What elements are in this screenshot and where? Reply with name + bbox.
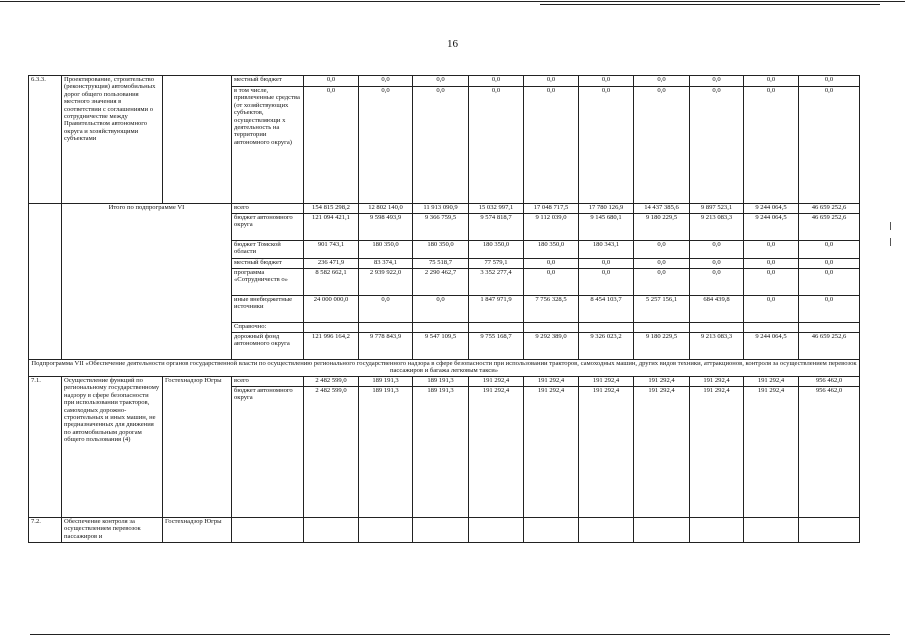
value-cell: 154 815 298,2 bbox=[304, 204, 359, 214]
scan-side-mark bbox=[890, 222, 891, 230]
value-cell: 9 326 023,2 bbox=[579, 333, 634, 360]
value-cell: 180 350,0 bbox=[359, 241, 413, 259]
value-cell: 191 292,4 bbox=[634, 387, 690, 518]
value-cell: 14 437 385,6 bbox=[634, 204, 690, 214]
value-cell bbox=[304, 518, 359, 543]
value-cell: 191 292,4 bbox=[524, 387, 579, 518]
value-cell: 0,0 bbox=[799, 87, 860, 204]
value-cell: 189 191,3 bbox=[413, 377, 469, 387]
value-cell bbox=[469, 518, 524, 543]
measure-name: Проектирование, строительство (реконструкция) автомобильных дорог общего пользования местного значения в соответствии с соглашениями о сотрудничестве между Правительством автономного округа и хозяйствующими субъектами bbox=[62, 76, 163, 204]
value-cell: 0,0 bbox=[799, 259, 860, 269]
executor: Гостехнадзор Югры bbox=[163, 518, 232, 543]
value-cell: 0,0 bbox=[634, 241, 690, 259]
value-cell: 0,0 bbox=[690, 269, 744, 296]
value-cell: 956 462,0 bbox=[799, 387, 860, 518]
value-cell bbox=[690, 518, 744, 543]
value-cell: 9 213 083,3 bbox=[690, 214, 744, 241]
table-row bbox=[29, 204, 860, 214]
value-cell: 191 292,4 bbox=[744, 377, 799, 387]
value-cell: 180 350,0 bbox=[413, 241, 469, 259]
value-cell: 189 191,3 bbox=[359, 377, 413, 387]
value-cell: 121 094 421,1 bbox=[304, 214, 359, 241]
value-cell: 46 659 252,6 bbox=[799, 204, 860, 214]
value-cell: 0,0 bbox=[359, 296, 413, 323]
value-cell: 189 191,3 bbox=[413, 387, 469, 518]
executor bbox=[163, 76, 232, 204]
funding-source bbox=[232, 518, 304, 543]
value-cell bbox=[579, 518, 634, 543]
value-cell: 0,0 bbox=[304, 87, 359, 204]
value-cell: 0,0 bbox=[799, 76, 860, 87]
total-label: Итого по подпрограмме VI bbox=[62, 204, 232, 360]
budget-table bbox=[28, 75, 860, 543]
value-cell: 2 290 462,7 bbox=[413, 269, 469, 296]
funding-source: местный бюджет bbox=[232, 76, 304, 87]
value-cell: 46 659 252,6 bbox=[799, 214, 860, 241]
value-cell: 0,0 bbox=[634, 269, 690, 296]
table-row bbox=[29, 518, 860, 543]
value-cell: 0,0 bbox=[579, 259, 634, 269]
value-cell: 15 032 997,1 bbox=[469, 204, 524, 214]
value-cell bbox=[799, 323, 860, 333]
value-cell: 0,0 bbox=[634, 259, 690, 269]
value-cell: 191 292,4 bbox=[690, 377, 744, 387]
value-cell: 17 780 126,9 bbox=[579, 204, 634, 214]
row-number: 7.1. bbox=[29, 377, 62, 518]
value-cell bbox=[524, 323, 579, 333]
table-row bbox=[29, 377, 860, 387]
funding-source: в том числе, привлеченные средства (от хозяйствующих субъектов, осуществляющи х деятельность на территории автономного округа) bbox=[232, 87, 304, 204]
value-cell bbox=[413, 518, 469, 543]
value-cell: 191 292,4 bbox=[634, 377, 690, 387]
scan-side-mark bbox=[890, 238, 891, 246]
value-cell: 0,0 bbox=[744, 269, 799, 296]
value-cell: 83 374,1 bbox=[359, 259, 413, 269]
value-cell: 8 454 103,7 bbox=[579, 296, 634, 323]
funding-source: всего bbox=[232, 377, 304, 387]
value-cell: 0,0 bbox=[524, 76, 579, 87]
value-cell: 0,0 bbox=[359, 87, 413, 204]
value-cell bbox=[634, 518, 690, 543]
value-cell bbox=[634, 323, 690, 333]
value-cell: 191 292,4 bbox=[690, 387, 744, 518]
value-cell: 0,0 bbox=[524, 269, 579, 296]
value-cell: 9 112 039,0 bbox=[524, 214, 579, 241]
value-cell bbox=[744, 323, 799, 333]
value-cell: 189 191,3 bbox=[359, 387, 413, 518]
value-cell: 7 756 328,5 bbox=[524, 296, 579, 323]
page-number: 16 bbox=[447, 38, 458, 50]
value-cell: 0,0 bbox=[579, 76, 634, 87]
value-cell: 191 292,4 bbox=[579, 377, 634, 387]
value-cell: 0,0 bbox=[744, 296, 799, 323]
value-cell: 0,0 bbox=[524, 259, 579, 269]
value-cell: 1 847 971,9 bbox=[469, 296, 524, 323]
value-cell: 46 659 252,6 bbox=[799, 333, 860, 360]
value-cell: 0,0 bbox=[690, 241, 744, 259]
value-cell: 9 180 229,5 bbox=[634, 333, 690, 360]
value-cell: 9 366 759,5 bbox=[413, 214, 469, 241]
table-row bbox=[29, 360, 860, 377]
value-cell: 0,0 bbox=[579, 269, 634, 296]
value-cell: 0,0 bbox=[579, 87, 634, 204]
value-cell: 11 913 090,9 bbox=[413, 204, 469, 214]
value-cell: 9 547 109,5 bbox=[413, 333, 469, 360]
value-cell: 12 802 140,0 bbox=[359, 204, 413, 214]
value-cell: 2 482 599,0 bbox=[304, 377, 359, 387]
funding-source: иные внебюджетные источники bbox=[232, 296, 304, 323]
value-cell bbox=[690, 323, 744, 333]
measure-name: Осуществление функций по региональному государственному надзору в сфере безопасности при использовании тракторов, самоходных дорожно-строительных и иных машин, не предназначенных для движения по автомобильным дорогам общего пользования (4) bbox=[62, 377, 163, 518]
value-cell bbox=[413, 323, 469, 333]
row-number: 7.2. bbox=[29, 518, 62, 543]
value-cell: 3 352 277,4 bbox=[469, 269, 524, 296]
value-cell: 121 996 164,2 bbox=[304, 333, 359, 360]
value-cell: 0,0 bbox=[413, 296, 469, 323]
value-cell: 24 000 000,0 bbox=[304, 296, 359, 323]
value-cell: 9 244 064,5 bbox=[744, 214, 799, 241]
value-cell: 0,0 bbox=[413, 87, 469, 204]
value-cell: 9 244 064,5 bbox=[744, 204, 799, 214]
funding-source: бюджет Томской области bbox=[232, 241, 304, 259]
value-cell: 191 292,4 bbox=[469, 377, 524, 387]
value-cell: 0,0 bbox=[524, 87, 579, 204]
value-cell: 236 471,9 bbox=[304, 259, 359, 269]
value-cell: 0,0 bbox=[634, 87, 690, 204]
value-cell: 191 292,4 bbox=[469, 387, 524, 518]
value-cell: 9 598 493,9 bbox=[359, 214, 413, 241]
value-cell: 0,0 bbox=[799, 269, 860, 296]
value-cell: 180 350,0 bbox=[469, 241, 524, 259]
value-cell: 0,0 bbox=[799, 296, 860, 323]
scan-bottom-border bbox=[30, 634, 890, 635]
value-cell: 2 939 922,0 bbox=[359, 269, 413, 296]
value-cell: 191 292,4 bbox=[744, 387, 799, 518]
funding-source: бюджет автономного округа bbox=[232, 387, 304, 518]
funding-source: бюджет автономного округа bbox=[232, 214, 304, 241]
funding-source: программа «Сотрудничеств о» bbox=[232, 269, 304, 296]
value-cell: 0,0 bbox=[744, 241, 799, 259]
value-cell: 0,0 bbox=[744, 259, 799, 269]
funding-source: Справочно: bbox=[232, 323, 304, 333]
value-cell bbox=[359, 323, 413, 333]
value-cell bbox=[799, 518, 860, 543]
value-cell: 9 292 389,0 bbox=[524, 333, 579, 360]
value-cell: 9 244 064,5 bbox=[744, 333, 799, 360]
value-cell: 0,0 bbox=[799, 241, 860, 259]
value-cell: 75 518,7 bbox=[413, 259, 469, 269]
funding-source: дорожный фонд автономного округа bbox=[232, 333, 304, 360]
value-cell: 0,0 bbox=[744, 87, 799, 204]
value-cell: 9 180 229,5 bbox=[634, 214, 690, 241]
value-cell: 0,0 bbox=[690, 259, 744, 269]
value-cell: 0,0 bbox=[690, 87, 744, 204]
value-cell: 0,0 bbox=[469, 87, 524, 204]
value-cell: 191 292,4 bbox=[524, 377, 579, 387]
value-cell: 191 292,4 bbox=[579, 387, 634, 518]
scan-top-border-right bbox=[540, 4, 880, 5]
value-cell: 180 350,0 bbox=[524, 241, 579, 259]
value-cell: 0,0 bbox=[413, 76, 469, 87]
value-cell: 684 439,8 bbox=[690, 296, 744, 323]
value-cell: 180 343,1 bbox=[579, 241, 634, 259]
value-cell: 9 145 680,1 bbox=[579, 214, 634, 241]
value-cell bbox=[744, 518, 799, 543]
subprogram-title: Подпрограмма VII «Обеспечение деятельности органов государственной власти по осуществлению регионального государственного надзора в сфере безопасности при использовании тракторов, самоходных машин, других видов техники, аттракционов, контроля за осуществлением перевозок пассажиров и багажа легковым такси» bbox=[29, 360, 860, 377]
table-row bbox=[29, 76, 860, 87]
value-cell bbox=[524, 518, 579, 543]
value-cell: 5 257 156,1 bbox=[634, 296, 690, 323]
value-cell: 9 755 168,7 bbox=[469, 333, 524, 360]
value-cell: 9 897 523,1 bbox=[690, 204, 744, 214]
value-cell: 9 213 083,3 bbox=[690, 333, 744, 360]
value-cell: 0,0 bbox=[744, 76, 799, 87]
value-cell bbox=[304, 323, 359, 333]
value-cell: 0,0 bbox=[469, 76, 524, 87]
value-cell: 901 743,1 bbox=[304, 241, 359, 259]
value-cell: 77 579,1 bbox=[469, 259, 524, 269]
funding-source: всего bbox=[232, 204, 304, 214]
value-cell: 0,0 bbox=[359, 76, 413, 87]
measure-name: Обеспечение контроля за осуществлением перевозок пассажиров и bbox=[62, 518, 163, 543]
row-number: 6.3.3. bbox=[29, 76, 62, 204]
value-cell: 9 778 843,9 bbox=[359, 333, 413, 360]
value-cell: 17 048 717,5 bbox=[524, 204, 579, 214]
row-number bbox=[29, 204, 62, 360]
value-cell: 0,0 bbox=[690, 76, 744, 87]
value-cell bbox=[469, 323, 524, 333]
value-cell: 0,0 bbox=[634, 76, 690, 87]
value-cell: 956 462,0 bbox=[799, 377, 860, 387]
value-cell: 8 582 662,1 bbox=[304, 269, 359, 296]
value-cell bbox=[579, 323, 634, 333]
executor: Гостехнадзор Югры bbox=[163, 377, 232, 518]
value-cell: 9 574 818,7 bbox=[469, 214, 524, 241]
funding-source: местный бюджет bbox=[232, 259, 304, 269]
scan-top-border bbox=[0, 1, 905, 2]
value-cell bbox=[359, 518, 413, 543]
value-cell: 0,0 bbox=[304, 76, 359, 87]
value-cell: 2 482 599,0 bbox=[304, 387, 359, 518]
